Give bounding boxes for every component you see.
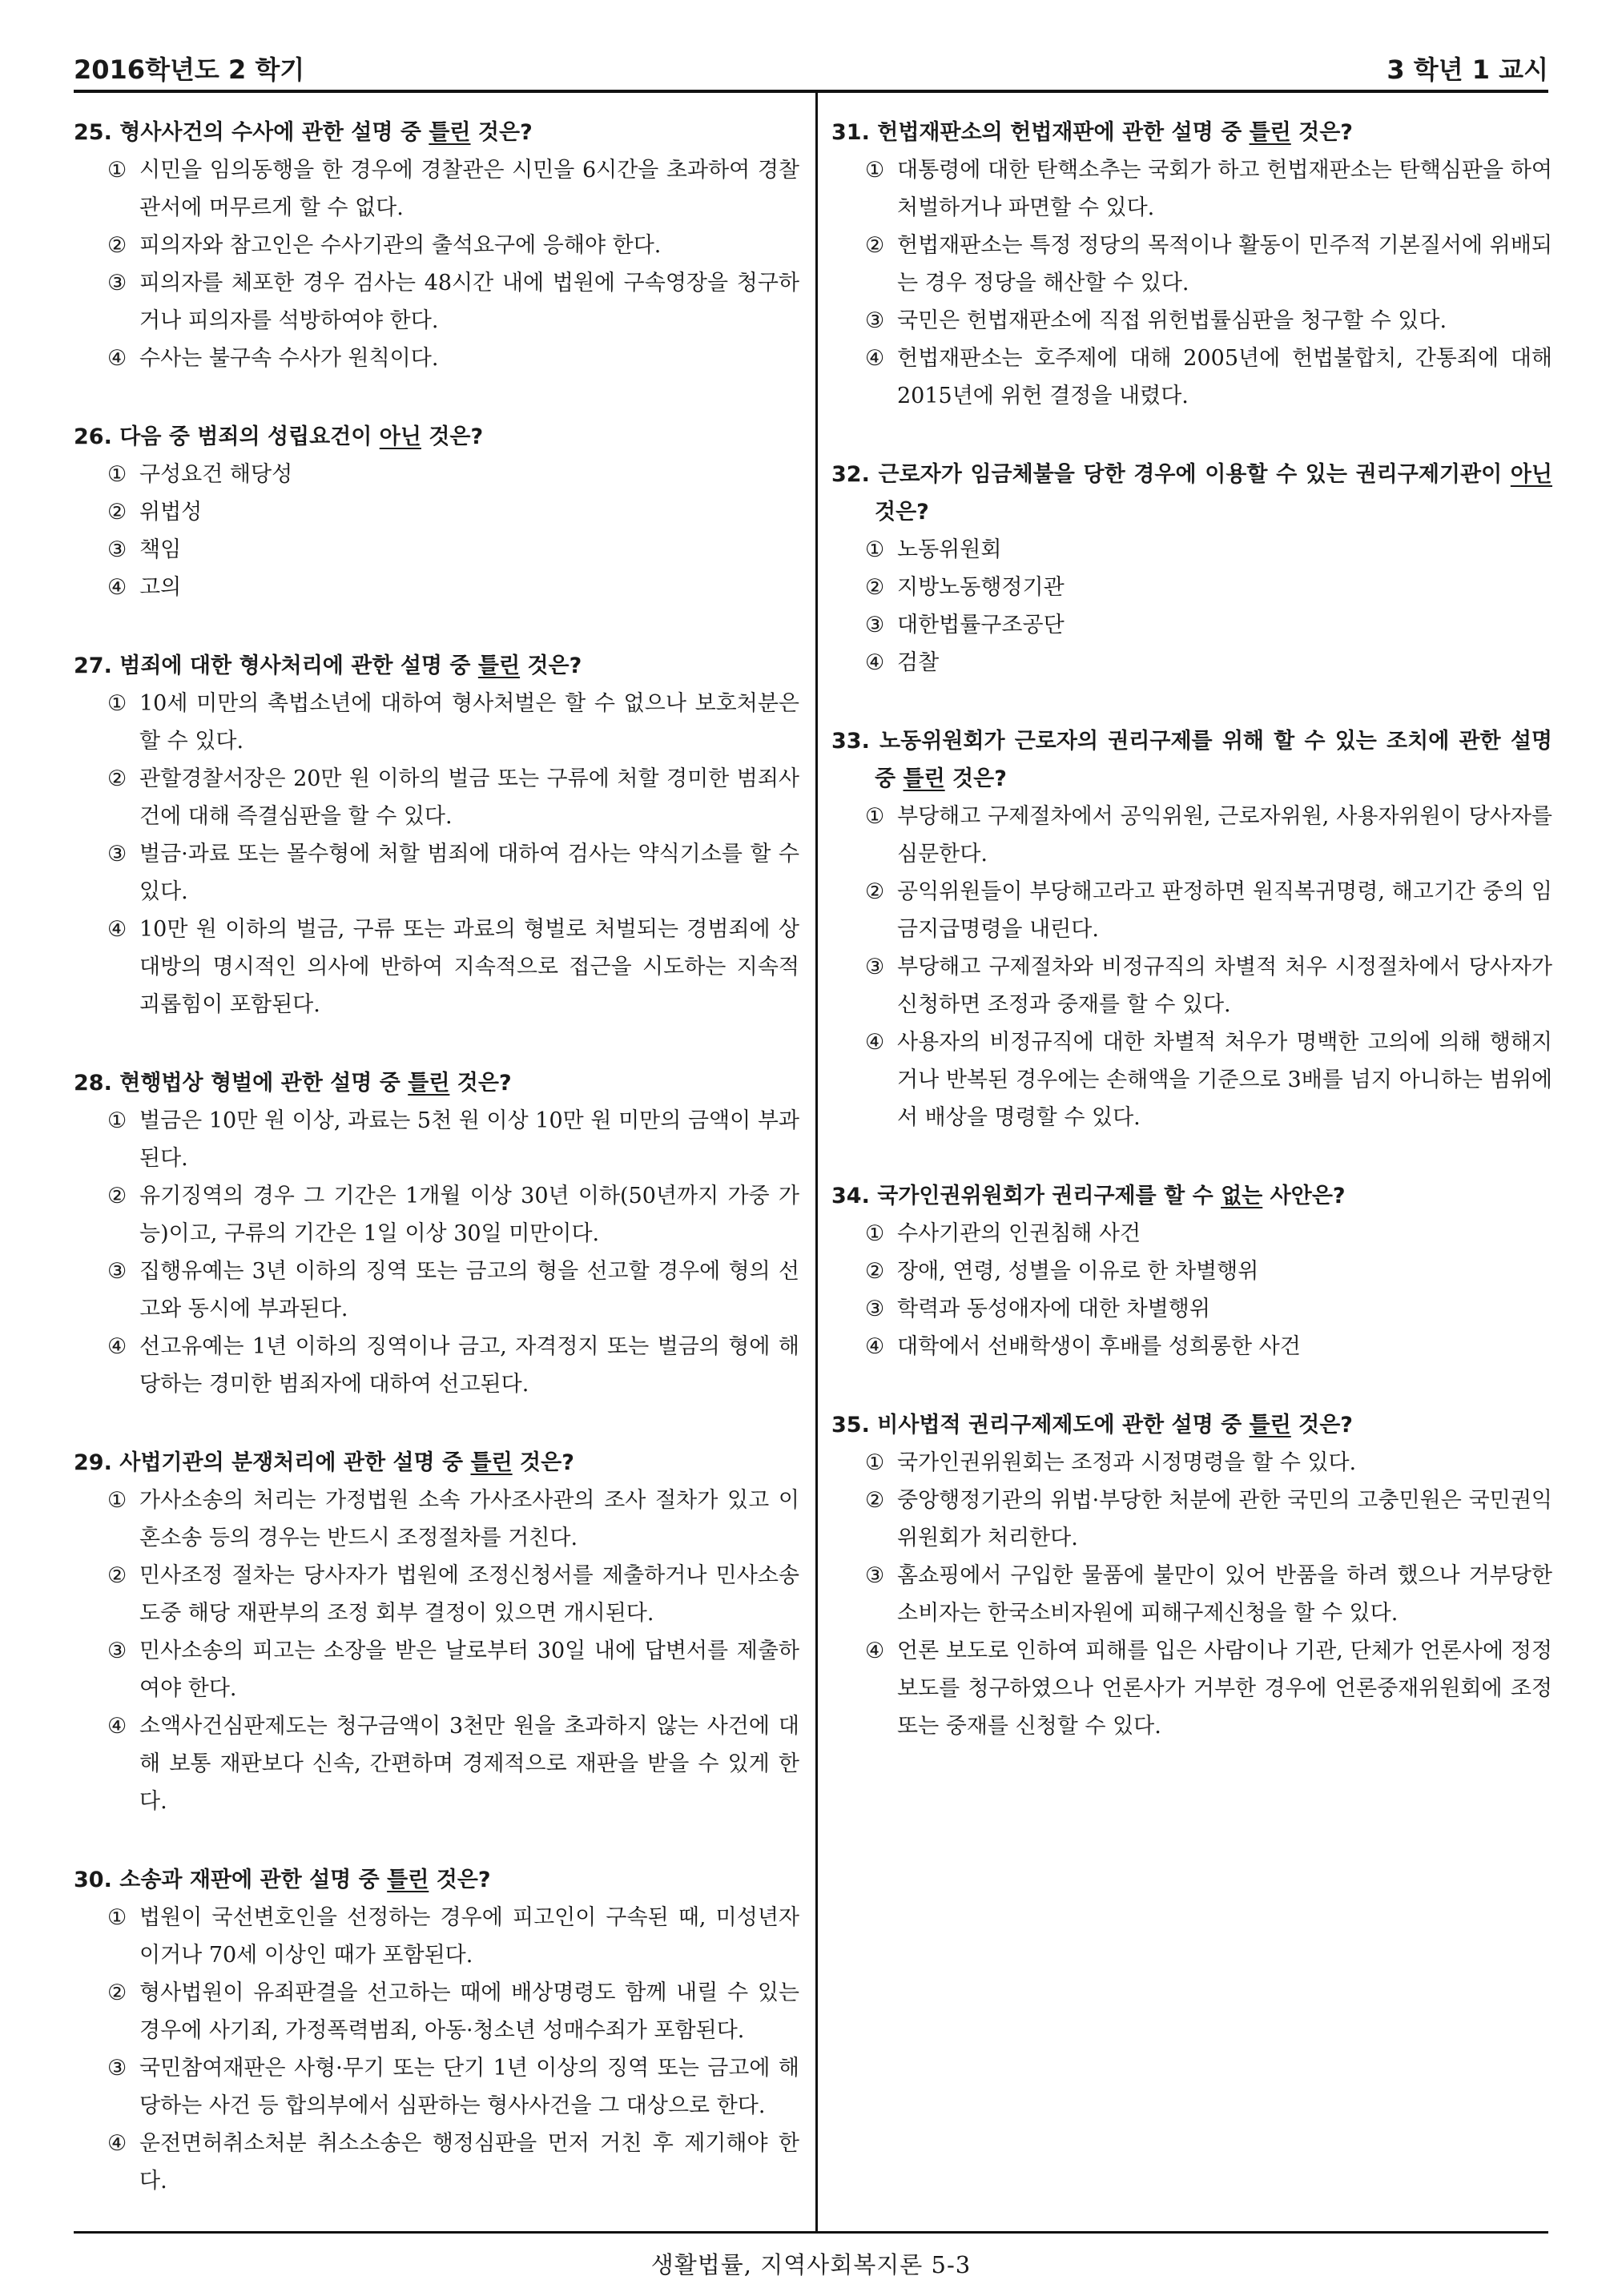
option: ③ 책임 <box>107 537 182 562</box>
option: ④ 수사는 불구속 수사가 원칙이다. <box>107 346 439 371</box>
question-stem: 33. 노동위원회가 근로자의 권리구제를 위해 할 수 있는 조치에 관한 설명 중 틀린 것은? <box>831 729 1552 791</box>
option: ① 수사기관의 인권침해 사건 <box>865 1221 1141 1246</box>
question-27 <box>74 647 799 1023</box>
option: ① 10세 미만의 촉법소년에 대하여 형사처벌은 할 수 없으나 보호처분은 할 수 있다. <box>107 691 799 754</box>
emphasis-underline: 아닌 <box>379 424 421 449</box>
question-29 <box>74 1444 799 1820</box>
option: ① 가사소송의 처리는 가정법원 소속 가사조사관의 조사 절차가 있고 이혼소송 등의 경우는 반드시 조정절차를 거친다. <box>107 1488 799 1550</box>
option: ③ 벌금·과료 또는 몰수형에 처할 범죄에 대하여 검사는 약식기소를 할 수 있다. <box>107 842 799 904</box>
emphasis-underline: 틀린 <box>477 653 521 678</box>
emphasis-underline: 틀린 <box>470 1450 513 1475</box>
question-stem: 27. 범죄에 대한 형사처리에 관한 설명 중 틀린 것은? <box>74 653 582 678</box>
option: ④ 헌법재판소는 호주제에 대해 2005년에 헌법불합치, 간통죄에 대해 2015년에 위헌 결정을 내렸다. <box>865 346 1552 408</box>
question-33 <box>831 722 1552 1136</box>
option: ① 대통령에 대한 탄핵소추는 국회가 하고 헌법재판소는 탄핵심판을 하여 처벌하거나 파면할 수 있다. <box>865 158 1552 220</box>
option: ② 중앙행정기관의 위법·부당한 처분에 관한 국민의 고충민원은 국민권익위원회가 처리한다. <box>865 1488 1552 1550</box>
option: ② 피의자와 참고인은 수사기관의 출석요구에 응해야 한다. <box>107 233 662 258</box>
option: ④ 고의 <box>107 575 182 600</box>
option: ③ 피의자를 체포한 경우 검사는 48시간 내에 법원에 구속영장을 청구하거나 피의자를 석방하여야 한다. <box>107 271 799 333</box>
option: ④ 10만 원 이하의 벌금, 구류 또는 과료의 형벌로 처벌되는 경범죄에 상대방의 명시적인 의사에 반하여 지속적으로 접근을 시도하는 지속적 괴롭힘이 포함된다. <box>107 917 799 1017</box>
emphasis-underline: 틀린 <box>387 1868 429 1892</box>
question-25 <box>74 114 799 377</box>
option: ② 관할경찰서장은 20만 원 이하의 벌금 또는 구류에 처할 경미한 범죄사건에 대해 즉결심판을 할 수 있다. <box>107 766 799 829</box>
question-28 <box>74 1064 799 1403</box>
question-stem: 28. 현행법상 형벌에 관한 설명 중 틀린 것은? <box>74 1071 512 1096</box>
option: ③ 학력과 동성애자에 대한 차별행위 <box>865 1297 1210 1321</box>
emphasis-underline: 틀린 <box>429 120 471 145</box>
question-stem: 31. 헌법재판소의 헌법재판에 관한 설명 중 틀린 것은? <box>831 120 1353 145</box>
question-stem: 26. 다음 중 범죄의 성립요건이 아닌 것은? <box>74 424 484 449</box>
question-stem: 29. 사법기관의 분쟁처리에 관한 설명 중 틀린 것은? <box>74 1450 574 1475</box>
option: ④ 운전면허취소처분 취소소송은 행정심판을 먼저 거친 후 제기해야 한다. <box>107 2131 799 2193</box>
question-stem: 30. 소송과 재판에 관한 설명 중 틀린 것은? <box>74 1868 491 1892</box>
emphasis-underline: 틀린 <box>903 766 945 791</box>
option: ④ 사용자의 비정규직에 대한 차별적 처우가 명백한 고의에 의해 행해지거나 반복된 경우에는 손해액을 기준으로 3배를 넘지 아니하는 범위에서 배상을 명령할 수 있다. <box>865 1030 1552 1130</box>
right-column <box>831 114 1552 1786</box>
page-header <box>74 48 1548 88</box>
question-31 <box>831 114 1552 415</box>
question-stem: 25. 형사사건의 수사에 관한 설명 중 틀린 것은? <box>74 120 533 145</box>
option: ④ 언론 보도로 인하여 피해를 입은 사람이나 기관, 단체가 언론사에 정정보도를 청구하였으나 언론사가 거부한 경우에 언론중재위원회에 조정 또는 중재를 신청할 수 있다. <box>865 1639 1552 1739</box>
option: ③ 국민은 헌법재판소에 직접 위헌법률심판을 청구할 수 있다. <box>865 308 1447 333</box>
option: ③ 대한법률구조공단 <box>865 613 1065 637</box>
option: ④ 선고유예는 1년 이하의 징역이나 금고, 자격정지 또는 벌금의 형에 해당하는 경미한 범죄자에 대하여 선고된다. <box>107 1334 799 1397</box>
emphasis-underline: 틀린 <box>1249 1413 1291 1438</box>
left-column <box>74 114 799 2241</box>
question-30 <box>74 1861 799 2200</box>
page-footer: 생활법률, 지역사회복지론 5-3 <box>650 2251 972 2278</box>
question-26 <box>74 418 799 606</box>
header-rule <box>74 90 1548 93</box>
question-32 <box>831 456 1552 682</box>
question-stem: 34. 국가인권위원회가 권리구제를 할 수 없는 사안은? <box>831 1184 1346 1208</box>
option: ① 노동위원회 <box>865 537 1002 562</box>
question-stem: 32. 근로자가 임금체불을 당한 경우에 이용할 수 있는 권리구제기관이 아닌 것은? <box>831 462 1552 525</box>
option: ③ 국민참여재판은 사형·무기 또는 단기 1년 이상의 징역 또는 금고에 해당하는 사건 등 합의부에서 심판하는 형사사건을 그 대상으로 한다. <box>107 2056 799 2118</box>
emphasis-underline: 아닌 <box>1510 462 1552 487</box>
period-label: 3 학년 1 교시 <box>1387 54 1548 85</box>
option: ② 장애, 연령, 성별을 이유로 한 차별행위 <box>865 1259 1259 1284</box>
emphasis-underline: 없는 <box>1221 1184 1263 1208</box>
option: ① 구성요건 해당성 <box>107 462 293 487</box>
emphasis-underline: 틀린 <box>408 1071 450 1096</box>
option: ④ 검찰 <box>865 650 940 675</box>
option: ③ 홈쇼핑에서 구입한 물품에 불만이 있어 반품을 하려 했으나 거부당한 소비자는 한국소비자원에 피해구제신청을 할 수 있다. <box>865 1563 1552 1626</box>
option: ② 위법성 <box>107 500 203 525</box>
question-stem: 35. 비사법적 권리구제제도에 관한 설명 중 틀린 것은? <box>831 1413 1353 1438</box>
option: ① 벌금은 10만 원 이상, 과료는 5천 원 이상 10만 원 미만의 금액이 부과된다. <box>107 1108 799 1171</box>
question-35 <box>831 1406 1552 1745</box>
option: ② 헌법재판소는 특정 정당의 목적이나 활동이 민주적 기본질서에 위배되는 경우 정당을 해산할 수 있다. <box>865 233 1552 296</box>
option: ② 지방노동행정기관 <box>865 575 1065 600</box>
option: ① 시민을 임의동행을 한 경우에 경찰관은 시민을 6시간을 초과하여 경찰관서에 머무르게 할 수 없다. <box>107 158 799 220</box>
option: ② 유기징역의 경우 그 기간은 1개월 이상 30년 이하(50년까지 가중 가능)이고, 구류의 기간은 1일 이상 30일 미만이다. <box>107 1184 799 1246</box>
option: ④ 대학에서 선배학생이 후배를 성희롱한 사건 <box>865 1334 1301 1359</box>
option: ① 부당해고 구제절차에서 공익위원, 근로자위원, 사용자위원이 당사자를 심문한다. <box>865 804 1552 867</box>
option: ③ 집행유예는 3년 이하의 징역 또는 금고의 형을 선고할 경우에 형의 선고와 동시에 부과된다. <box>107 1259 799 1321</box>
option: ② 민사조정 절차는 당사자가 법원에 조정신청서를 제출하거나 민사소송 도중 해당 재판부의 조정 회부 결정이 있으면 개시된다. <box>107 1563 799 1626</box>
emphasis-underline: 틀린 <box>1249 120 1291 145</box>
column-divider <box>815 91 818 2231</box>
option: ③ 부당해고 구제절차와 비정규직의 차별적 처우 시정절차에서 당사자가 신청하면 조정과 중재를 할 수 있다. <box>865 955 1552 1017</box>
option: ③ 민사소송의 피고는 소장을 받은 날로부터 30일 내에 답변서를 제출하여야 한다. <box>107 1639 799 1701</box>
option: ① 국가인권위원회는 조정과 시정명령을 할 수 있다. <box>865 1450 1357 1475</box>
semester-label: 2016학년도 2 학기 <box>74 54 305 85</box>
question-34 <box>831 1177 1552 1365</box>
option: ② 형사법원이 유죄판결을 선고하는 때에 배상명령도 함께 내릴 수 있는 경우에 사기죄, 가정폭력범죄, 아동·청소년 성매수죄가 포함된다. <box>107 1980 799 2043</box>
option: ④ 소액사건심판제도는 청구금액이 3천만 원을 초과하지 않는 사건에 대해 보통 재판보다 신속, 간편하며 경제적으로 재판을 받을 수 있게 한다. <box>107 1714 799 1814</box>
option: ① 법원이 국선변호인을 선정하는 경우에 피고인이 구속된 때, 미성년자이거나 70세 이상인 때가 포함된다. <box>107 1905 799 1968</box>
option: ② 공익위원들이 부당해고라고 판정하면 원직복귀명령, 해고기간 중의 임금지급명령을 내린다. <box>865 879 1552 942</box>
